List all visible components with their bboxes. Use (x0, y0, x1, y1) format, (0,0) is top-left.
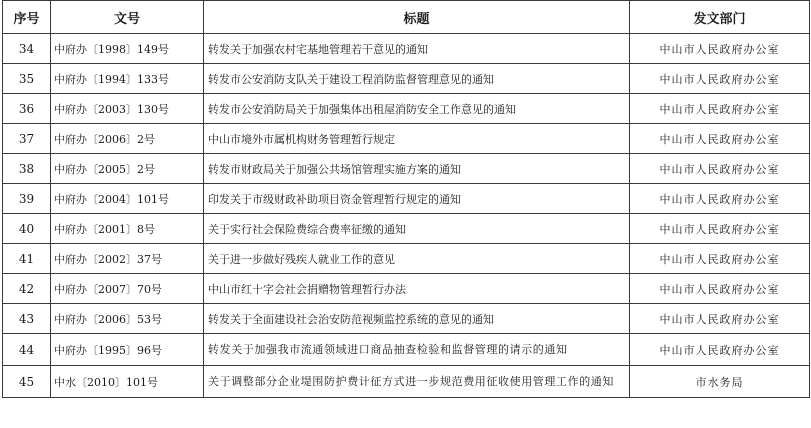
row-num: 44 (3, 334, 51, 366)
row-doc-no: 中府办〔2002〕37号 (51, 244, 204, 274)
row-dept: 中山市人民政府办公室 (630, 214, 810, 244)
row-dept: 中山市人民政府办公室 (630, 334, 810, 366)
table-row (3, 124, 810, 154)
row-num: 38 (3, 154, 51, 184)
table-row (3, 366, 810, 398)
row-dept: 中山市人民政府办公室 (630, 304, 810, 334)
row-num: 43 (3, 304, 51, 334)
row-dept: 中山市人民政府办公室 (630, 274, 810, 304)
table-row (3, 154, 810, 184)
row-num: 35 (3, 64, 51, 94)
row-title: 关于进一步做好残疾人就业工作的意见 (204, 244, 630, 274)
table-row (3, 244, 810, 274)
row-dept: 中山市人民政府办公室 (630, 154, 810, 184)
row-title: 关于调整部分企业堤围防护费计征方式进一步规范费用征收使用管理工作的通知 (204, 366, 630, 398)
row-doc-no: 中府办〔2006〕2号 (51, 124, 204, 154)
row-num: 36 (3, 94, 51, 124)
table-row (3, 184, 810, 214)
row-num: 41 (3, 244, 51, 274)
row-dept: 中山市人民政府办公室 (630, 94, 810, 124)
row-dept: 中山市人民政府办公室 (630, 244, 810, 274)
header-doc-no: 文号 (51, 1, 204, 34)
row-num: 42 (3, 274, 51, 304)
row-title: 关于实行社会保险费综合费率征缴的通知 (204, 214, 630, 244)
row-title: 转发市公安消防局关于加强集体出租屋消防安全工作意见的通知 (204, 94, 630, 124)
row-doc-no: 中府办〔2003〕130号 (51, 94, 204, 124)
row-num: 40 (3, 214, 51, 244)
row-doc-no: 中府办〔2007〕70号 (51, 274, 204, 304)
table-row (3, 274, 810, 304)
row-doc-no: 中水〔2010〕101号 (51, 366, 204, 398)
row-doc-no: 中府办〔1998〕149号 (51, 34, 204, 64)
row-dept: 中山市人民政府办公室 (630, 184, 810, 214)
row-dept: 中山市人民政府办公室 (630, 64, 810, 94)
header-dept: 发文部门 (630, 1, 810, 34)
row-title: 印发关于市级财政补助项目资金管理暂行规定的通知 (204, 184, 630, 214)
row-dept: 中山市人民政府办公室 (630, 124, 810, 154)
row-title: 转发关于加强我市流通领域进口商品抽查检验和监督管理的请示的通知 (204, 334, 630, 366)
row-dept: 中山市人民政府办公室 (630, 34, 810, 64)
row-num: 45 (3, 366, 51, 398)
row-title: 中山市红十字会社会捐赠物管理暂行办法 (204, 274, 630, 304)
row-title: 中山市境外市属机构财务管理暂行规定 (204, 124, 630, 154)
row-doc-no: 中府办〔2006〕53号 (51, 304, 204, 334)
table-row (3, 34, 810, 64)
table-header-row (3, 1, 810, 34)
table-row (3, 64, 810, 94)
row-num: 37 (3, 124, 51, 154)
row-num: 34 (3, 34, 51, 64)
row-doc-no: 中府办〔1994〕133号 (51, 64, 204, 94)
row-title: 转发市公安消防支队关于建设工程消防监督管理意见的通知 (204, 64, 630, 94)
header-num: 序号 (3, 1, 51, 34)
row-title: 转发关于全面建设社会治安防范视频监控系统的意见的通知 (204, 304, 630, 334)
row-num: 39 (3, 184, 51, 214)
row-title: 转发关于加强农村宅基地管理若干意见的通知 (204, 34, 630, 64)
row-doc-no: 中府办〔2001〕8号 (51, 214, 204, 244)
row-title: 转发市财政局关于加强公共场馆管理实施方案的通知 (204, 154, 630, 184)
table-row (3, 334, 810, 366)
table-row (3, 94, 810, 124)
table-row (3, 304, 810, 334)
row-doc-no: 中府办〔2005〕2号 (51, 154, 204, 184)
row-doc-no: 中府办〔2004〕101号 (51, 184, 204, 214)
row-doc-no: 中府办〔1995〕96号 (51, 334, 204, 366)
row-dept: 市水务局 (630, 366, 810, 398)
table-row (3, 214, 810, 244)
document-list-table (2, 0, 810, 398)
header-title: 标题 (204, 1, 630, 34)
